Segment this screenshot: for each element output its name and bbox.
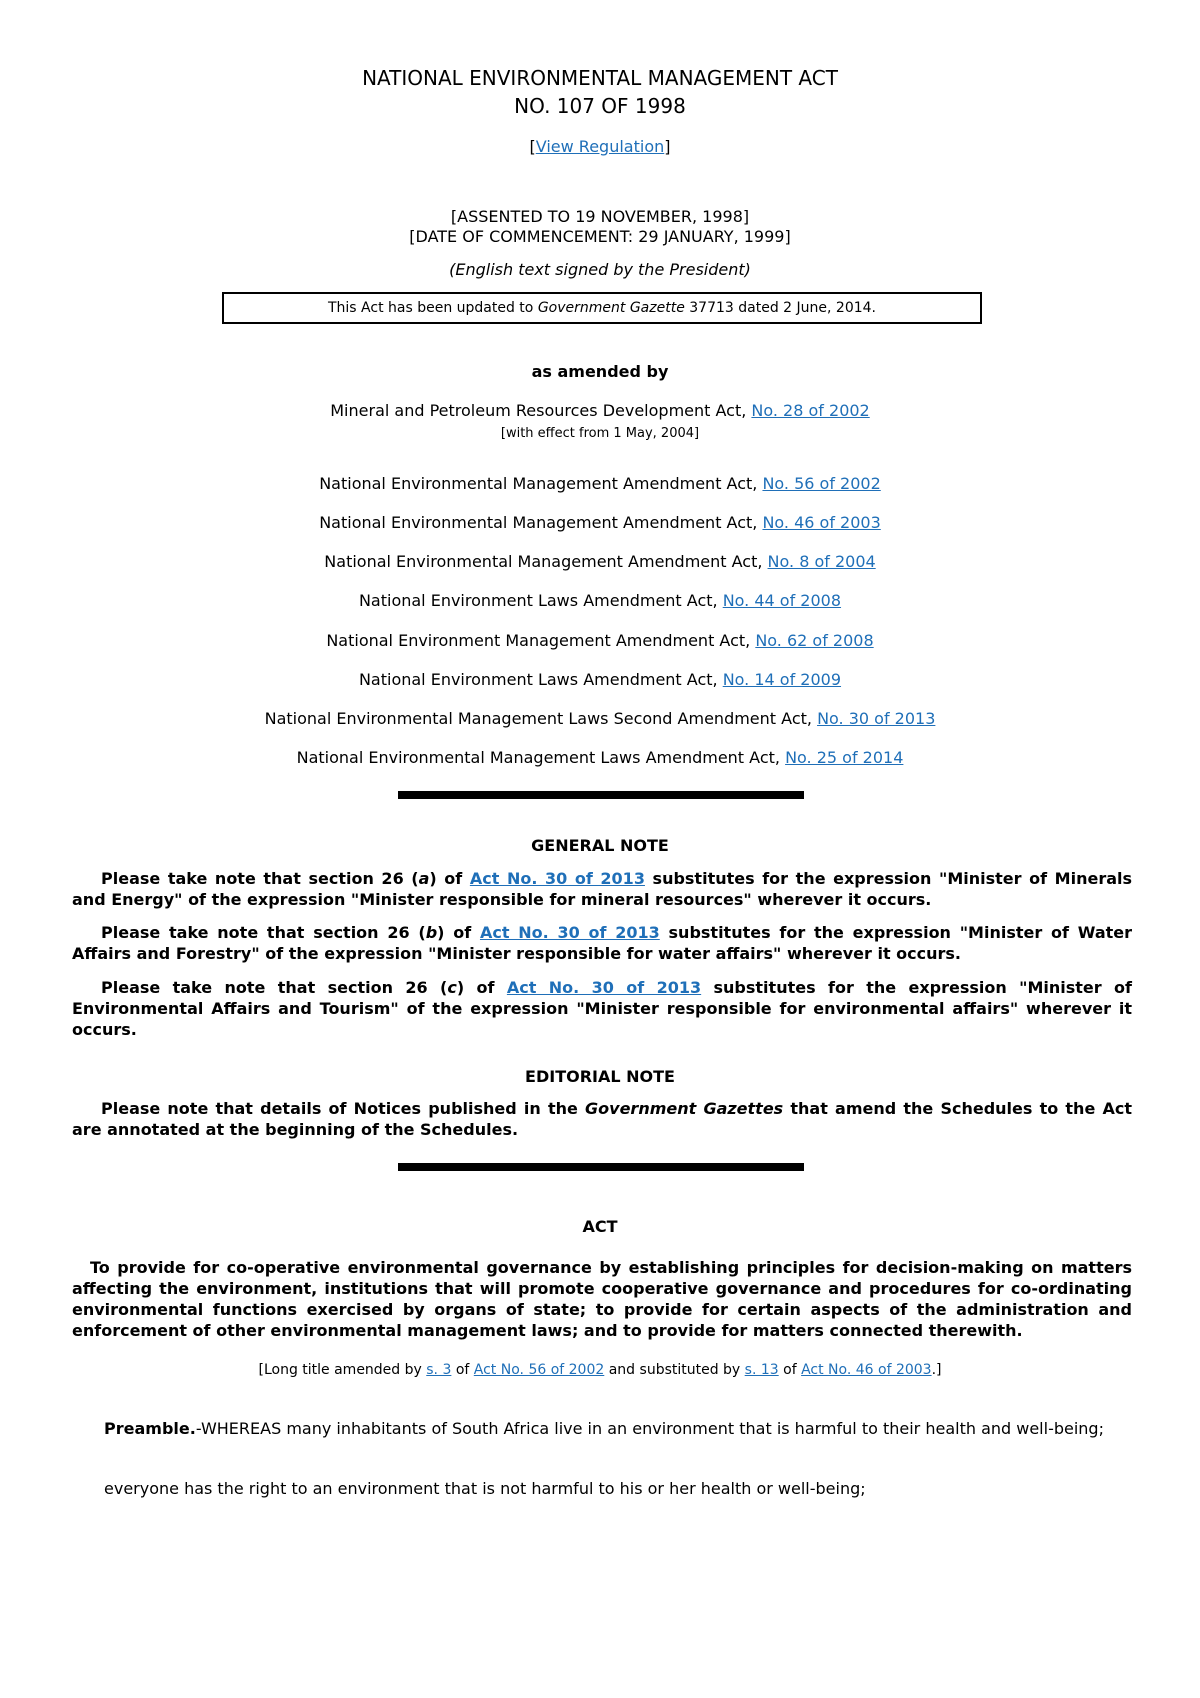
amendment-name: National Environmental Management Amendment Act, [324, 552, 768, 571]
note-text: substitutes for the expression "Minister of Water Affairs and Forestry" of the expression "Minister responsible for water affairs" wherever it occurs. [72, 923, 1133, 963]
general-note-paragraph [72, 868, 1132, 910]
long-title-note [0, 1362, 1200, 1392]
act-link[interactable]: Act No. 56 of 2002 [473, 1362, 605, 1378]
general-note-paragraph [72, 977, 1132, 1040]
amendment-name: National Environmental Management Laws Second Amendment Act, [264, 709, 818, 728]
act-link[interactable]: Act No. 30 of 2013 [506, 978, 702, 997]
amendment-link[interactable]: No. 44 of 2008 [722, 591, 842, 610]
editorial-gazettes: Government Gazettes [585, 1099, 784, 1118]
long-title-text: To provide for co-operative environmental governance by establishing principles for decision-making on matters affecting the environment, institutions that will promote cooperative governance and procedures for co-ordinating environmental functions exercised by organs of state; to provide for certain aspects of the administration and enforcement of other environmental management laws; and to provide for matters connected therewith. [72, 1258, 1132, 1340]
long-note-text: .] [931, 1362, 942, 1378]
amendment-item [0, 552, 1200, 571]
amendment-link[interactable]: No. 62 of 2008 [755, 631, 874, 650]
amendment-link[interactable]: No. 28 of 2002 [751, 401, 870, 420]
amendment-item [0, 401, 1200, 420]
amendment-item [0, 591, 1200, 610]
long-title [72, 1257, 1132, 1341]
note-text: Please take note that section 26 ( [101, 869, 419, 888]
long-note-text: of [778, 1362, 802, 1378]
amendment-link[interactable]: No. 46 of 2003 [762, 513, 881, 532]
note-letter: c [447, 978, 457, 997]
amendment-name: National Environmental Management Amendment Act, [319, 513, 763, 532]
act-heading: ACT [582, 1217, 618, 1236]
amendment-name: National Environmental Management Laws Amendment Act, [296, 748, 786, 767]
editorial-text: Please note that details of Notices published in the [101, 1099, 586, 1118]
preamble-clause [72, 1478, 1132, 1499]
note-letter: b [425, 923, 438, 942]
preamble [72, 1418, 1132, 1439]
note-text: ) of [429, 869, 470, 888]
note-text: ) of [456, 978, 507, 997]
act-link[interactable]: Act No. 30 of 2013 [479, 923, 660, 942]
section-divider [398, 791, 804, 799]
act-link[interactable]: Act No. 46 of 2003 [801, 1362, 932, 1378]
preamble-clause-text: everyone has the right to an environment that is not harmful to his or her health or well-being; [104, 1479, 866, 1498]
note-text: substitutes for the expression "Minister of Environmental Affairs and Tourism" of the expression "Minister responsible for environmental affairs" wherever it occurs. [72, 978, 1133, 1039]
general-note-heading: GENERAL NOTE [531, 836, 669, 855]
amendment-link[interactable]: No. 8 of 2004 [767, 552, 876, 571]
note-text: ) of [437, 923, 480, 942]
commencement-date: [DATE OF COMMENCEMENT: 29 JANUARY, 1999] [409, 227, 791, 246]
long-note-text: of [451, 1362, 474, 1378]
update-suffix: 37713 dated 2 June, 2014. [684, 300, 876, 316]
amendment-name: National Environmental Management Amendment Act, [319, 474, 763, 493]
effect-note: [with effect from 1 May, 2004] [500, 426, 700, 441]
amendment-link[interactable]: No. 30 of 2013 [817, 709, 936, 728]
amendment-link[interactable]: No. 56 of 2002 [762, 474, 881, 493]
amendment-name: National Environment Laws Amendment Act, [358, 591, 723, 610]
section-link[interactable]: s. 13 [744, 1362, 779, 1378]
amended-by-heading: as amended by [531, 362, 669, 381]
preamble-label: Preamble. [104, 1419, 196, 1438]
section-link[interactable]: s. 3 [426, 1362, 452, 1378]
signed-note: (English text signed by the President) [449, 260, 751, 279]
amendment-item [0, 513, 1200, 532]
amendment-name: Mineral and Petroleum Resources Development Act, [330, 401, 752, 420]
editorial-note-heading: EDITORIAL NOTE [525, 1067, 675, 1086]
amendment-name: National Environment Laws Amendment Act, [358, 670, 723, 689]
amendment-link[interactable]: No. 25 of 2014 [785, 748, 904, 767]
note-text: substitutes for the expression "Minister of Minerals and Energy" of the expression "Minister responsible for mineral resources" wherever it occurs. [72, 869, 1133, 909]
note-letter: a [418, 869, 430, 888]
act-link[interactable]: Act No. 30 of 2013 [469, 869, 645, 888]
general-note-paragraph [72, 922, 1132, 964]
view-regulation: [View Regulation] [529, 137, 671, 156]
long-note-text: and substituted by [604, 1362, 745, 1378]
amendment-item [0, 670, 1200, 689]
amendment-item [0, 631, 1200, 650]
editorial-text: that amend the Schedules to the Act are annotated at the beginning of the Schedules. [72, 1099, 1132, 1139]
view-regulation-link[interactable]: View Regulation [535, 137, 665, 156]
update-notice-box [222, 292, 982, 324]
amendment-link[interactable]: No. 14 of 2009 [722, 670, 842, 689]
act-number: NO. 107 OF 1998 [514, 94, 686, 118]
amendment-item [0, 474, 1200, 493]
editorial-note-paragraph [72, 1098, 1132, 1140]
assented-date: [ASSENTED TO 19 NOVEMBER, 1998] [450, 207, 750, 226]
note-text: Please take note that section 26 ( [101, 978, 448, 997]
amendment-item [0, 748, 1200, 767]
section-divider [398, 1163, 804, 1171]
update-prefix: This Act has been updated to [327, 300, 538, 316]
amendment-name: National Environment Management Amendment Act, [326, 631, 756, 650]
amendment-item [0, 709, 1200, 728]
document-title: NATIONAL ENVIRONMENTAL MANAGEMENT ACT [362, 66, 838, 90]
note-text: Please take note that section 26 ( [101, 923, 426, 942]
update-gazette: Government Gazette [537, 300, 685, 316]
long-note-text: [Long title amended by [258, 1362, 427, 1378]
preamble-text: -WHEREAS many inhabitants of South Africa live in an environment that is harmful to their health and well-being; [195, 1419, 1104, 1438]
